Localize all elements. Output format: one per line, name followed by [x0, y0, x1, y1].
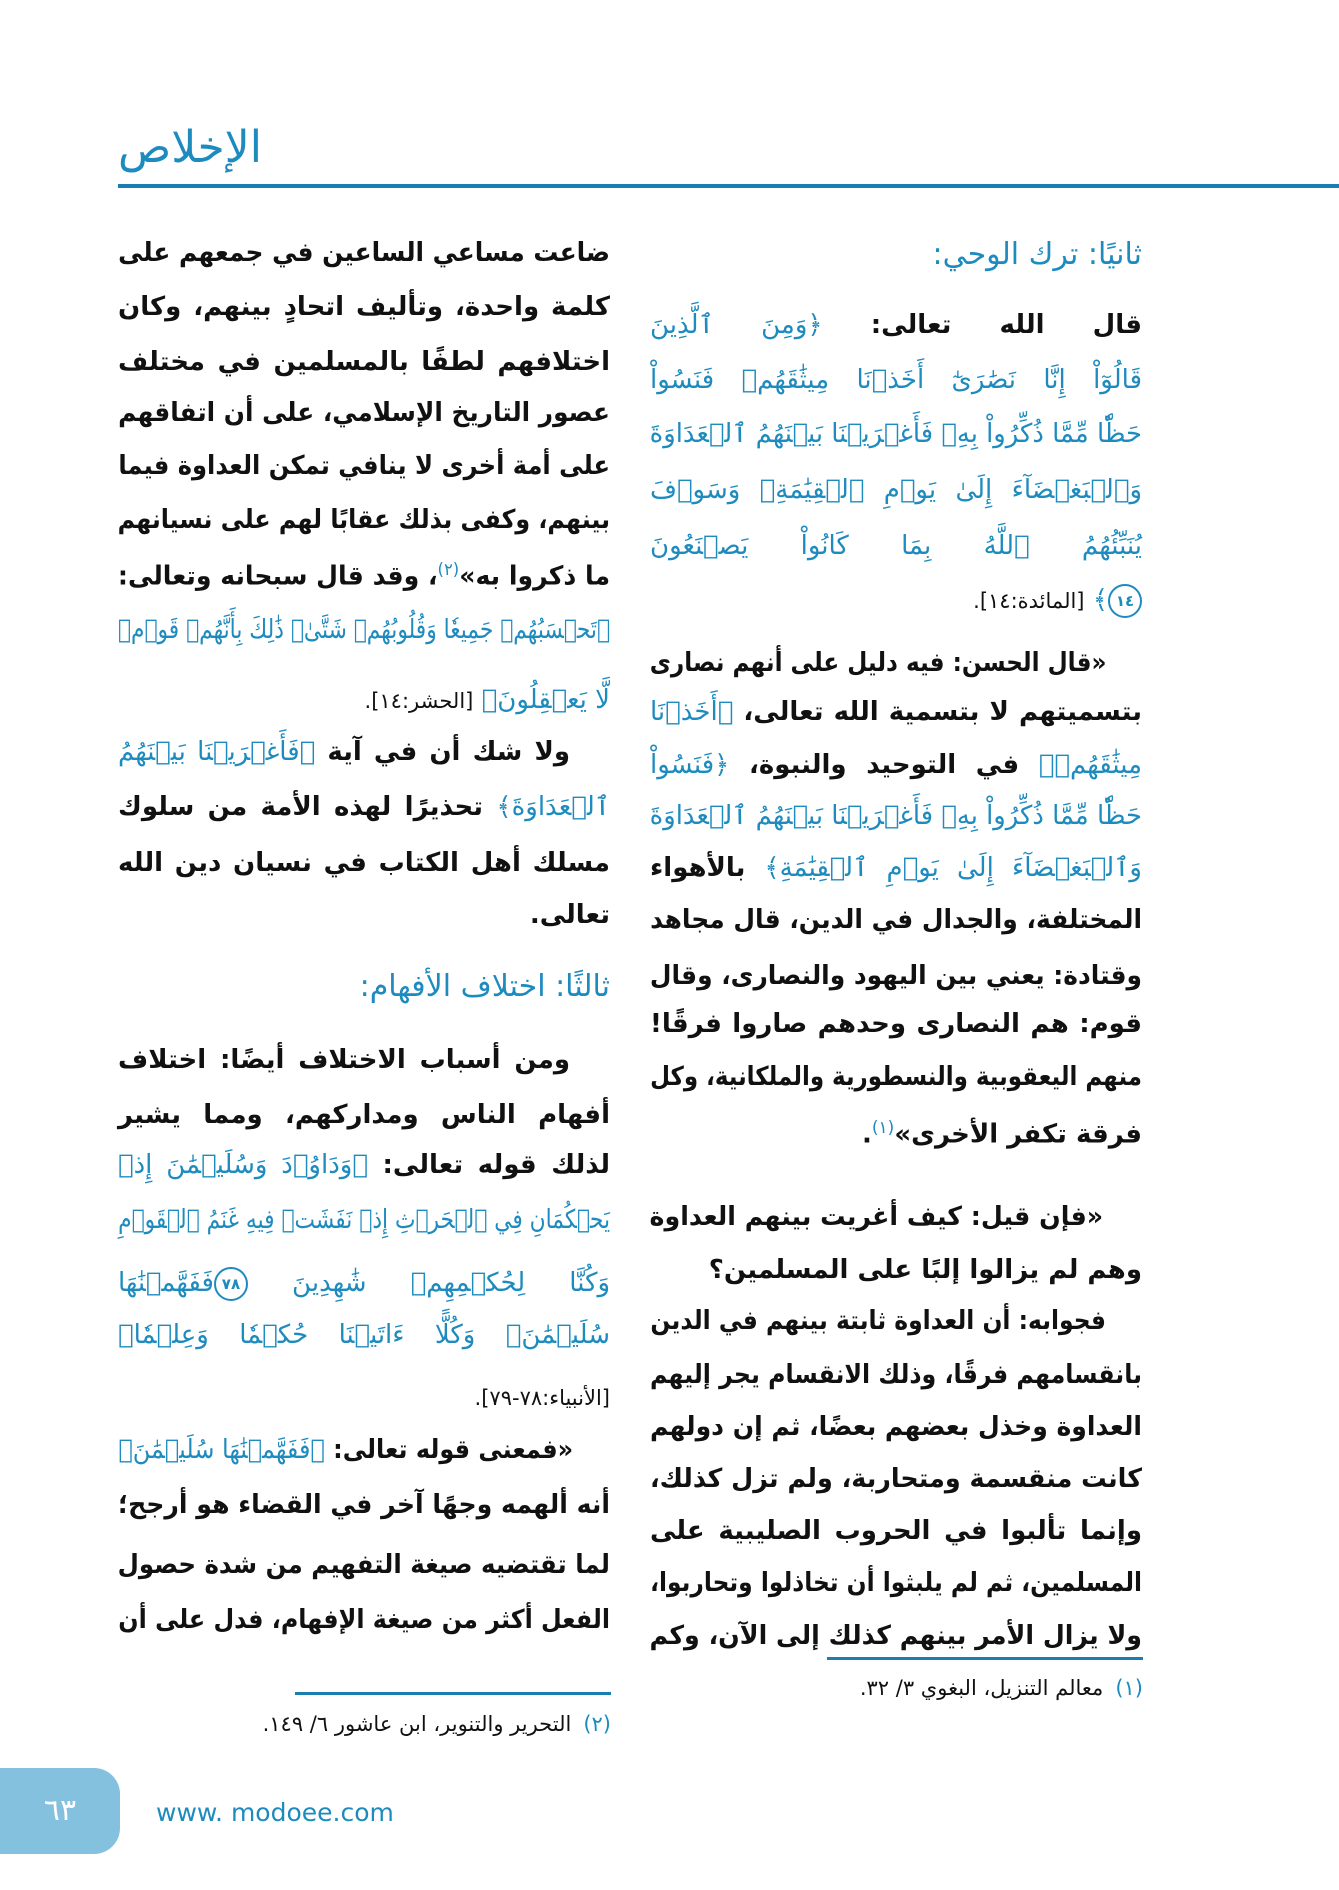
text-line — [650, 1004, 1142, 1044]
text-line — [649, 1616, 1142, 1656]
footnote-rule-right — [827, 1657, 1143, 1660]
quran-text: ﴿أَخَذۡنَا — [650, 697, 734, 727]
text-line — [118, 1600, 610, 1640]
quran-text: قَالُوٓاْ إِنَّا نَصَٰرَىٰٓ أَخَذۡنَا مِيثَٰقَهُمۡ فَنَسُواْ — [650, 365, 1142, 395]
body-text: ثالثًا: اختلاف الأفهام: — [359, 969, 610, 1004]
text-line — [650, 1108, 1142, 1155]
footnote-rule-left — [295, 1692, 611, 1695]
text-line — [118, 843, 610, 883]
ayah-number-marker: ١٤ — [1108, 584, 1142, 618]
body-text: فجوابه: أن العداوة ثابتة بينهم في الدين — [650, 1306, 1106, 1336]
body-text: فرقة تكفر الأخرى» — [894, 1119, 1142, 1150]
quran-text: مِيثَٰقَهُمۡ﴾ — [1038, 750, 1142, 780]
footnote-ref: (١) — [871, 1118, 895, 1138]
body-text: «فمعنى قوله تعالى: — [324, 1435, 574, 1465]
body-text: «فإن قيل: كيف أغريت بينهم العداوة — [649, 1202, 1104, 1232]
body-text: كلمة واحدة، وتأليف اتحادٍ بينهم، وكان — [118, 292, 610, 322]
body-text: . — [862, 1119, 872, 1150]
quran-text: ﴿وَدَاوُۥدَ وَسُلَيۡمَٰنَ إِذۡ — [118, 1150, 368, 1180]
footnote-1 — [860, 1676, 1143, 1700]
body-text: ما ذكروا به» — [459, 561, 610, 592]
text-line — [117, 550, 610, 597]
chapter-title: الإخلاص — [118, 122, 262, 173]
text-line — [118, 895, 610, 935]
website-link[interactable]: www. modoee.com — [156, 1798, 394, 1827]
text-line — [649, 643, 1142, 683]
body-text: منهم اليعقوبية والنسطورية والملكانية، وكل — [650, 1062, 1142, 1092]
quran-text: ﴿وَمِنَ ٱلَّذِينَ — [650, 310, 823, 340]
quran-text: ﴿تَحۡسَبُهُمۡ جَمِيعٗا وَقُلُوبُهُمۡ شَتَّىٰۚ ذَٰلِكَ بِأَنَّهُمۡ قَوۡمٞ — [117, 615, 611, 645]
footnote-ref: (٢) — [437, 560, 460, 580]
body-text: المختلفة، والجدال في الدين، قال مجاهد — [650, 905, 1142, 935]
text-line — [650, 1511, 1142, 1551]
body-text: على أمة أخرى لا ينافي تمكن العداوة فيما — [118, 451, 610, 481]
text-line — [650, 900, 1142, 940]
body-text: ومن أسباب الاختلاف أيضًا: اختلاف — [118, 1045, 570, 1075]
text-line — [118, 787, 610, 827]
text-line — [650, 1301, 1142, 1341]
text-line — [118, 1377, 610, 1418]
body-text: تعالى. — [529, 900, 610, 930]
verse-citation: [المائدة:١٤]. — [973, 589, 1085, 613]
body-text: المسلمين، ثم لم يلبثوا أن تخاذلوا وتحاربوا، — [650, 1568, 1142, 1598]
quran-text: ﴾ — [1084, 585, 1108, 615]
body-text: ثانيًا: ترك الوحي: — [932, 237, 1142, 272]
quran-text: ٱلۡعَدَاوَةَ﴾ — [496, 792, 610, 822]
text-line — [650, 526, 1142, 566]
text-line — [117, 500, 610, 540]
ayah-number-marker: ٧٨ — [214, 1267, 248, 1301]
text-line — [649, 956, 1142, 996]
body-text: العداوة وخذل بعضهم بعضًا، ثم إن دولهم — [650, 1412, 1142, 1442]
quran-text: يَحۡكُمَانِ فِي ٱلۡحَرۡثِ إِذۡ نَفَشَتۡ فِيهِ غَنَمُ ٱلۡقَوۡمِ — [118, 1205, 610, 1235]
quran-text: فَفَهَّمۡنَٰهَا — [118, 1268, 214, 1298]
body-text: لذلك قوله تعالى: — [367, 1150, 610, 1180]
text-line — [649, 414, 1142, 454]
body-text: وإنما تألبوا في الحروب الصليبية على — [650, 1516, 1142, 1546]
text-line — [650, 745, 1142, 785]
text-line — [650, 580, 1142, 621]
body-text: قال الله تعالى: — [822, 310, 1142, 340]
body-text: بانقسامهم فرقًا، وذلك الانقسام يجر إليهم — [649, 1360, 1142, 1390]
text-line — [649, 1197, 1142, 1237]
text-line — [118, 680, 610, 721]
body-text: في التوحيد والنبوة، — [729, 750, 1039, 780]
quran-text: لَّا يَعۡقِلُونَ﴾ — [473, 685, 610, 715]
body-text: بالأهواء — [650, 853, 765, 883]
body-text: أفهام الناس ومداركهم، ومما يشير — [118, 1100, 610, 1130]
footnote-number: (٢) — [583, 1712, 611, 1736]
body-text: «قال الحسن: فيه دليل على أنهم نصارى — [649, 648, 1107, 678]
text-line — [649, 1459, 1142, 1499]
body-text: الفعل أكثر من صيغة الإفهام، فدل على أن — [118, 1605, 610, 1635]
body-text: بينهم، وكفى بذلك عقابًا لهم على نسيانهم — [117, 505, 610, 535]
body-text: وقتادة: يعني بين اليهود والنصارى، وقال — [649, 961, 1142, 991]
body-text: لما تقتضيه صيغة التفهيم من شدة حصول — [117, 1550, 611, 1580]
body-text: ، وقد قال سبحانه وتعالى: — [117, 561, 438, 592]
text-line — [650, 470, 1142, 510]
body-text: اختلافهم لطفًا بالمسلمين في مختلف — [118, 347, 610, 377]
quran-text: وَٱلۡبَغۡضَآءَ إِلَىٰ يَوۡمِ ٱلۡقِيَٰمَةِۚ وَسَوۡفَ — [650, 475, 1142, 505]
text-line — [117, 610, 611, 650]
text-line — [118, 1145, 610, 1185]
text-line — [118, 342, 610, 382]
text-line — [118, 732, 610, 772]
footnote-text: معالم التنزيل، البغوي ٣/ ٣٢. — [859, 1676, 1104, 1700]
text-line — [649, 1355, 1142, 1395]
verse-citation: [الأنبياء:٧٨-٧٩]. — [474, 1386, 610, 1410]
text-line — [118, 1263, 610, 1303]
text-line — [118, 1315, 610, 1355]
text-line — [118, 1430, 610, 1470]
body-text: بتسميتهم لا بتسمية الله تعالى، — [733, 697, 1142, 727]
body-text: كانت منقسمة ومتحاربة، ولم تزل كذلك، — [649, 1464, 1142, 1494]
text-line — [118, 1200, 610, 1240]
body-text: ضاعت مساعي الساعين في جمعهم على — [118, 238, 610, 268]
body-text: تحذيرًا لهذه الأمة من سلوك — [118, 792, 497, 822]
body-text: عصور التاريخ الإسلامي، على أن اتفاقهم — [118, 398, 611, 428]
text-line — [650, 1057, 1142, 1097]
quran-text: حَظّٗا مِّمَّا ذُكِّرُواْ بِهِۦ فَأَغۡرَيۡنَا بَيۡنَهُمُ ٱلۡعَدَاوَةَ — [649, 801, 1142, 831]
text-line — [118, 1040, 610, 1080]
quran-text: حَظّٗا مِّمَّا ذُكِّرُواْ بِهِۦ فَأَغۡرَيۡنَا بَيۡنَهُمُ ٱلۡعَدَاوَةَ — [649, 419, 1142, 449]
body-text: ولا شك أن في آية — [315, 737, 570, 767]
text-line — [650, 1250, 1142, 1290]
quran-text: ﴿فَنَسُواْ — [650, 750, 730, 780]
text-line — [118, 233, 610, 273]
text-line — [117, 1545, 611, 1585]
text-line — [650, 360, 1142, 400]
verse-citation: [الحشر:١٤]. — [364, 689, 474, 713]
text-line — [118, 1485, 610, 1525]
section-heading — [118, 967, 610, 1007]
text-line — [650, 848, 1142, 888]
body-text: ولا يزال الأمر بينهم كذلك إلى الآن، وكم — [649, 1621, 1142, 1651]
quran-text: يُنَبِّئُهُمُ ٱللَّهُ بِمَا كَانُواْ يَصۡنَعُونَ — [650, 531, 1142, 561]
body-text: أنه ألهمه وجهًا آخر في القضاء هو أرجح؛ — [118, 1490, 610, 1520]
footnote-number: (١) — [1115, 1676, 1143, 1700]
quran-text: سُلَيۡمَٰنَۚ وَكُلًّا ءَاتَيۡنَا حُكۡمٗا وَعِلۡمٗا﴾ — [118, 1320, 610, 1350]
body-text: مسلك أهل الكتاب في نسيان دين الله — [118, 848, 610, 878]
header-rule — [118, 184, 1339, 188]
text-line — [118, 287, 610, 327]
text-line — [649, 796, 1142, 836]
text-line — [650, 1563, 1142, 1603]
text-line — [118, 393, 611, 433]
quran-text: ﴿فَفَهَّمۡنَٰهَا سُلَيۡمَٰنَ﴾ — [118, 1435, 325, 1465]
text-line — [118, 1095, 610, 1135]
body-text: قوم: هم النصارى وحدهم صاروا فرقًا! — [650, 1009, 1142, 1039]
quran-text: وَكُنَّا لِحُكۡمِهِمۡ شَٰهِدِينَ — [247, 1268, 610, 1298]
footnote-text: التحرير والتنوير، ابن عاشور ٦/ ١٤٩. — [262, 1712, 572, 1736]
text-line — [650, 692, 1142, 732]
text-line — [650, 1407, 1142, 1447]
quran-text: وَٱلۡبَغۡضَآءَ إِلَىٰ يَوۡمِ ٱلۡقِيَٰمَةِ﴾ — [764, 853, 1142, 883]
text-line — [650, 305, 1142, 345]
quran-text: ﴿فَأَغۡرَيۡنَا بَيۡنَهُمُ — [118, 737, 316, 767]
page-number-badge: ٦٣ — [0, 1768, 120, 1854]
text-line — [118, 446, 610, 486]
footnote-2 — [263, 1712, 611, 1736]
body-text: وهم لم يزالوا إلبًا على المسلمين؟ — [708, 1255, 1142, 1285]
section-heading — [650, 235, 1142, 275]
